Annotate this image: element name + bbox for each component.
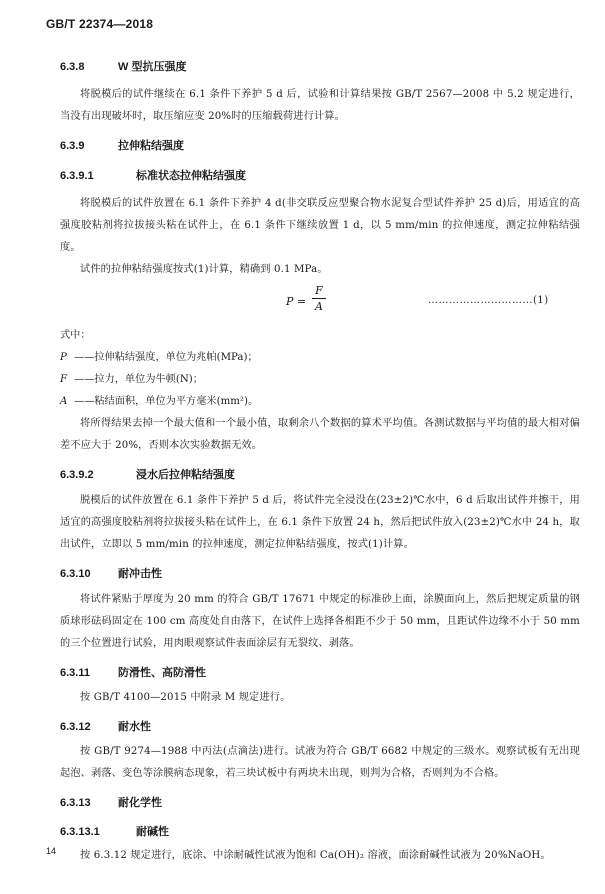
definition-a xyxy=(60,391,580,413)
section-title: W 型抗压强度 xyxy=(118,61,187,73)
formula-denominator: A xyxy=(315,300,323,313)
section-heading-6-3-12 xyxy=(60,718,580,734)
standard-number-header: GB/T 22374—2018 xyxy=(46,17,154,31)
section-heading-6-3-13 xyxy=(60,794,580,810)
section-number: 6.3.10 xyxy=(60,568,91,580)
definition-f xyxy=(60,369,580,391)
definition-text: ——拉力，单位为牛顿(N)； xyxy=(74,374,203,385)
section-title: 标准状态拉伸粘结强度 xyxy=(136,170,246,182)
formula-lhs: P = xyxy=(286,295,307,308)
paragraph-6-3-9-2: 脱模后的试件放置在 6.1 条件下养护 5 d 后，将试件完全浸没在(23±2)℃水中，6 d 后取出试件并擦干，用适宜的高强度胶粘剂将拉拔接头粘在试件上，在 6.1 条件下放置 24 h，然后把试件放入(23±2)℃水中 24 h，取出试件，立即以 5 mm/min 的拉伸速度，测定拉伸粘结强度，按式(1)计算。 xyxy=(60,495,580,550)
formula-numerator: F xyxy=(312,283,326,299)
definition-p xyxy=(60,347,580,369)
section-number: 6.3.12 xyxy=(60,721,91,733)
formula-1 xyxy=(60,281,580,325)
section-number: 6.3.9.2 xyxy=(60,469,94,481)
formula-number: …………………………(1) xyxy=(428,295,549,306)
section-number: 6.3.8 xyxy=(60,61,85,73)
section-number: 6.3.9 xyxy=(60,140,85,152)
section-heading-6-3-8 xyxy=(60,58,580,74)
definition-symbol: A xyxy=(60,396,68,407)
paragraph-6-3-9-1-c: 将所得结果去掉一个最大值和一个最小值，取剩余八个数据的算术平均值。各测试数据与平均值的最大相对偏差不应大于 20%，否则本次实验数据无效。 xyxy=(60,418,580,451)
definition-symbol: P xyxy=(60,352,67,363)
section-number: 6.3.13.1 xyxy=(60,826,100,838)
where-label: 式中： xyxy=(60,330,91,341)
document-body xyxy=(60,58,580,867)
section-heading-6-3-13-1 xyxy=(60,823,580,839)
section-title: 拉伸粘结强度 xyxy=(118,140,184,152)
paragraph-6-3-9-1-b: 试件的拉伸粘结强度按式(1)计算，精确到 0.1 MPa。 xyxy=(80,264,328,275)
section-heading-6-3-11 xyxy=(60,664,580,680)
section-title: 耐冲击性 xyxy=(118,568,162,580)
paragraph-6-3-8: 将脱模后的试件继续在 6.1 条件下养护 5 d 后，试验和计算结果按 GB/T 2567—2008 中 5.2 规定进行，当没有出现破坏时，取压缩应变 20%时的压缩载荷进行计算。 xyxy=(60,89,580,122)
section-number: 6.3.9.1 xyxy=(60,170,94,182)
section-heading-6-3-9-1 xyxy=(60,167,580,183)
section-title: 浸水后拉伸粘结强度 xyxy=(136,469,235,481)
section-title: 耐水性 xyxy=(118,721,151,733)
paragraph-6-3-13-1: 按 6.3.12 规定进行，底涂、中涂耐碱性试液为饱和 Ca(OH)₂ 溶液，面涂耐碱性试液为 20%NaOH。 xyxy=(80,850,551,861)
paragraph-6-3-12: 按 GB/T 9274—1988 中丙法(点滴法)进行。试液为符合 GB/T 6682 中规定的三级水。观察试板有无出现起泡、剥落、变色等涂膜病态现象，若三块试板中有两块未出现，则判为合格，否则判为不合格。 xyxy=(60,746,580,779)
paragraph-6-3-9-1-a: 将脱模后的试件放置在 6.1 条件下养护 4 d(非交联反应型聚合物水泥复合型试件养护 25 d)后，用适宜的高强度胶粘剂将拉拔接头粘在试件上，在 6.1 条件下继续放置 1 d，以 5 mm/min 的拉伸速度，测定拉伸粘结强度。 xyxy=(60,198,580,253)
definition-text: ——粘结面积，单位为平方毫米(mm²)。 xyxy=(74,396,259,407)
section-title: 防滑性、高防滑性 xyxy=(118,667,206,679)
formula-fraction xyxy=(312,283,326,315)
section-title: 耐化学性 xyxy=(118,797,162,809)
definition-symbol: F xyxy=(60,374,68,385)
definition-text: ——拉伸粘结强度，单位为兆帕(MPa)； xyxy=(74,352,258,363)
page-number: 14 xyxy=(46,846,57,856)
paragraph-6-3-11: 按 GB/T 4100—2015 中附录 M 规定进行。 xyxy=(80,692,291,703)
paragraph-6-3-10: 将试件紧贴于厚度为 20 mm 的符合 GB/T 17671 中规定的标准砂上面，涂膜面向上，然后把规定质量的钢质球形砝码固定在 100 cm 高度处自由落下，在试件上选择各相距不少于 50 mm，且距试件边缘不小于 50 mm 的三个位置进行试验，用肉眼观察试件表面涂层有无裂纹、剥落。 xyxy=(60,594,580,649)
section-number: 6.3.13 xyxy=(60,797,91,809)
section-heading-6-3-10 xyxy=(60,565,580,581)
section-number: 6.3.11 xyxy=(60,667,90,679)
section-heading-6-3-9 xyxy=(60,137,580,153)
section-title: 耐碱性 xyxy=(136,826,169,838)
section-heading-6-3-9-2 xyxy=(60,466,580,482)
